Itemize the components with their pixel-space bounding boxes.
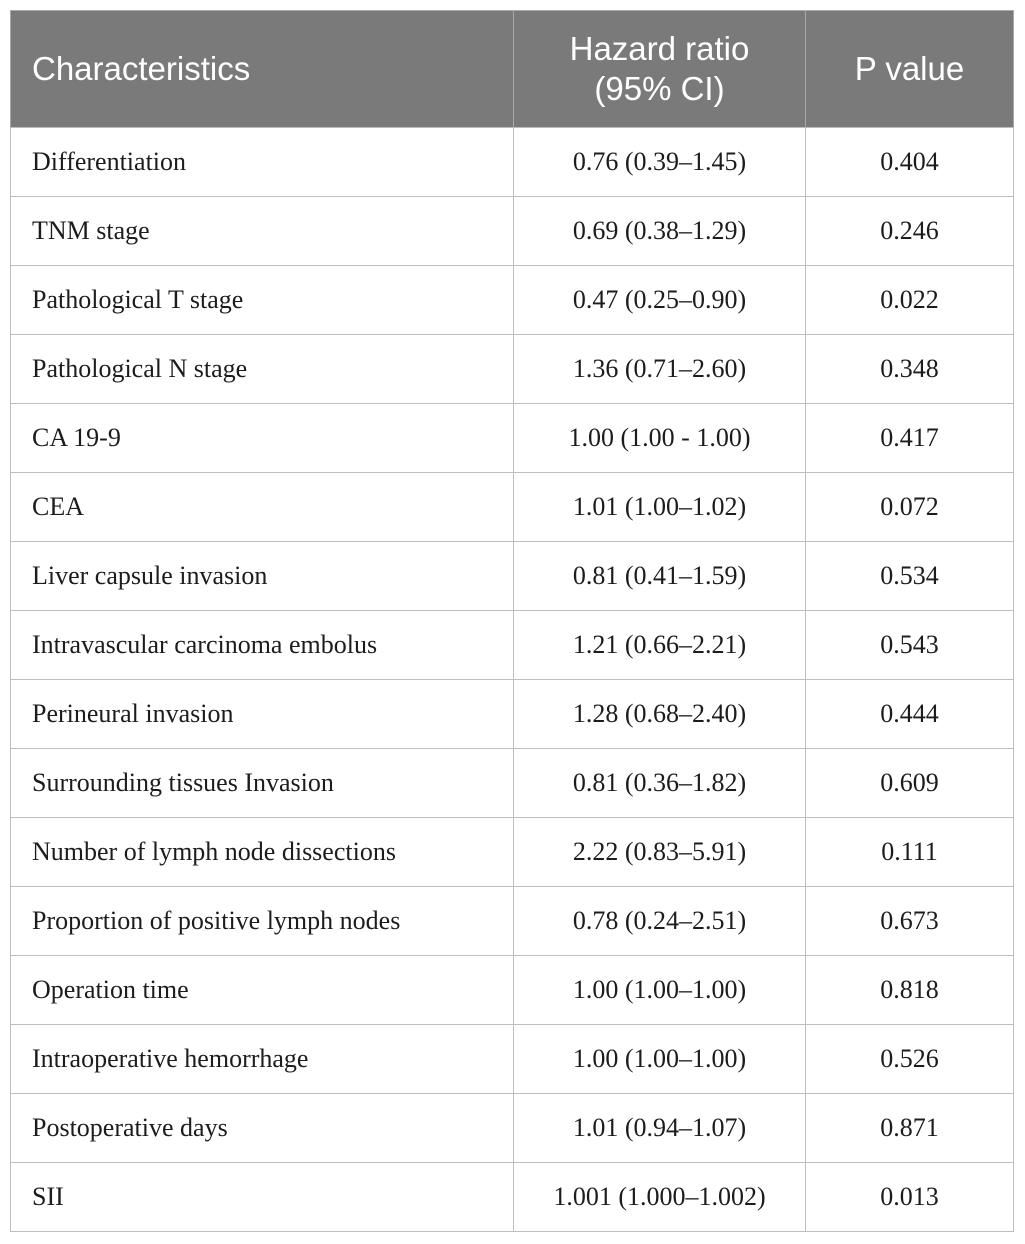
table-row xyxy=(11,266,1014,335)
header-row xyxy=(11,11,1014,128)
hazard-ratio-cell: 0.69 (0.38–1.29) xyxy=(514,197,806,266)
header-characteristics: Characteristics xyxy=(11,11,514,128)
table-row xyxy=(11,542,1014,611)
p-value-cell: 0.246 xyxy=(806,197,1014,266)
p-value-cell: 0.072 xyxy=(806,473,1014,542)
characteristic-cell: TNM stage xyxy=(11,197,514,266)
p-value-cell: 0.022 xyxy=(806,266,1014,335)
table-row xyxy=(11,611,1014,680)
p-value-cell: 0.543 xyxy=(806,611,1014,680)
table-row xyxy=(11,749,1014,818)
p-value-cell: 0.673 xyxy=(806,887,1014,956)
hazard-ratio-cell: 0.81 (0.36–1.82) xyxy=(514,749,806,818)
hazard-ratio-cell: 1.01 (1.00–1.02) xyxy=(514,473,806,542)
p-value-cell: 0.534 xyxy=(806,542,1014,611)
hazard-ratio-cell: 0.76 (0.39–1.45) xyxy=(514,128,806,197)
hazard-ratio-cell: 1.21 (0.66–2.21) xyxy=(514,611,806,680)
characteristic-cell: Pathological N stage xyxy=(11,335,514,404)
hazard-ratio-cell: 0.78 (0.24–2.51) xyxy=(514,887,806,956)
table-row xyxy=(11,1094,1014,1163)
characteristic-cell: SII xyxy=(11,1163,514,1232)
header-hazard-ratio-line2: (95% CI) xyxy=(594,70,725,107)
characteristic-cell: Intravascular carcinoma embolus xyxy=(11,611,514,680)
table-row xyxy=(11,680,1014,749)
p-value-cell: 0.111 xyxy=(806,818,1014,887)
hazard-ratio-cell: 1.00 (1.00–1.00) xyxy=(514,956,806,1025)
table-body xyxy=(11,128,1014,1232)
p-value-cell: 0.444 xyxy=(806,680,1014,749)
characteristic-cell: Operation time xyxy=(11,956,514,1025)
characteristic-cell: Perineural invasion xyxy=(11,680,514,749)
table-row xyxy=(11,404,1014,473)
p-value-cell: 0.609 xyxy=(806,749,1014,818)
table-row xyxy=(11,887,1014,956)
p-value-cell: 0.871 xyxy=(806,1094,1014,1163)
hazard-ratio-cell: 1.01 (0.94–1.07) xyxy=(514,1094,806,1163)
p-value-cell: 0.348 xyxy=(806,335,1014,404)
table-row xyxy=(11,473,1014,542)
hazard-ratio-cell: 1.001 (1.000–1.002) xyxy=(514,1163,806,1232)
table-row xyxy=(11,128,1014,197)
table-row xyxy=(11,335,1014,404)
table-row xyxy=(11,956,1014,1025)
hazard-ratio-cell: 0.81 (0.41–1.59) xyxy=(514,542,806,611)
characteristic-cell: Liver capsule invasion xyxy=(11,542,514,611)
p-value-cell: 0.013 xyxy=(806,1163,1014,1232)
table-row xyxy=(11,197,1014,266)
table-row xyxy=(11,818,1014,887)
characteristic-cell: Postoperative days xyxy=(11,1094,514,1163)
hazard-ratio-table xyxy=(10,10,1014,1232)
hazard-ratio-cell: 1.00 (1.00–1.00) xyxy=(514,1025,806,1094)
header-hazard-ratio xyxy=(514,11,806,128)
hazard-ratio-cell: 0.47 (0.25–0.90) xyxy=(514,266,806,335)
p-value-cell: 0.526 xyxy=(806,1025,1014,1094)
p-value-cell: 0.417 xyxy=(806,404,1014,473)
table-header xyxy=(11,11,1014,128)
hazard-ratio-cell: 1.00 (1.00 - 1.00) xyxy=(514,404,806,473)
characteristic-cell: Differentiation xyxy=(11,128,514,197)
table-row xyxy=(11,1025,1014,1094)
hazard-ratio-cell: 1.36 (0.71–2.60) xyxy=(514,335,806,404)
characteristic-cell: CA 19-9 xyxy=(11,404,514,473)
characteristic-cell: Number of lymph node dissections xyxy=(11,818,514,887)
hazard-ratio-cell: 2.22 (0.83–5.91) xyxy=(514,818,806,887)
characteristic-cell: Pathological T stage xyxy=(11,266,514,335)
hazard-ratio-cell: 1.28 (0.68–2.40) xyxy=(514,680,806,749)
characteristic-cell: Proportion of positive lymph nodes xyxy=(11,887,514,956)
characteristic-cell: CEA xyxy=(11,473,514,542)
header-hazard-ratio-line1: Hazard ratio xyxy=(569,30,750,67)
characteristic-cell: Surrounding tissues Invasion xyxy=(11,749,514,818)
p-value-cell: 0.818 xyxy=(806,956,1014,1025)
table-row xyxy=(11,1163,1014,1232)
p-value-cell: 0.404 xyxy=(806,128,1014,197)
header-p-value: P value xyxy=(806,11,1014,128)
characteristic-cell: Intraoperative hemorrhage xyxy=(11,1025,514,1094)
